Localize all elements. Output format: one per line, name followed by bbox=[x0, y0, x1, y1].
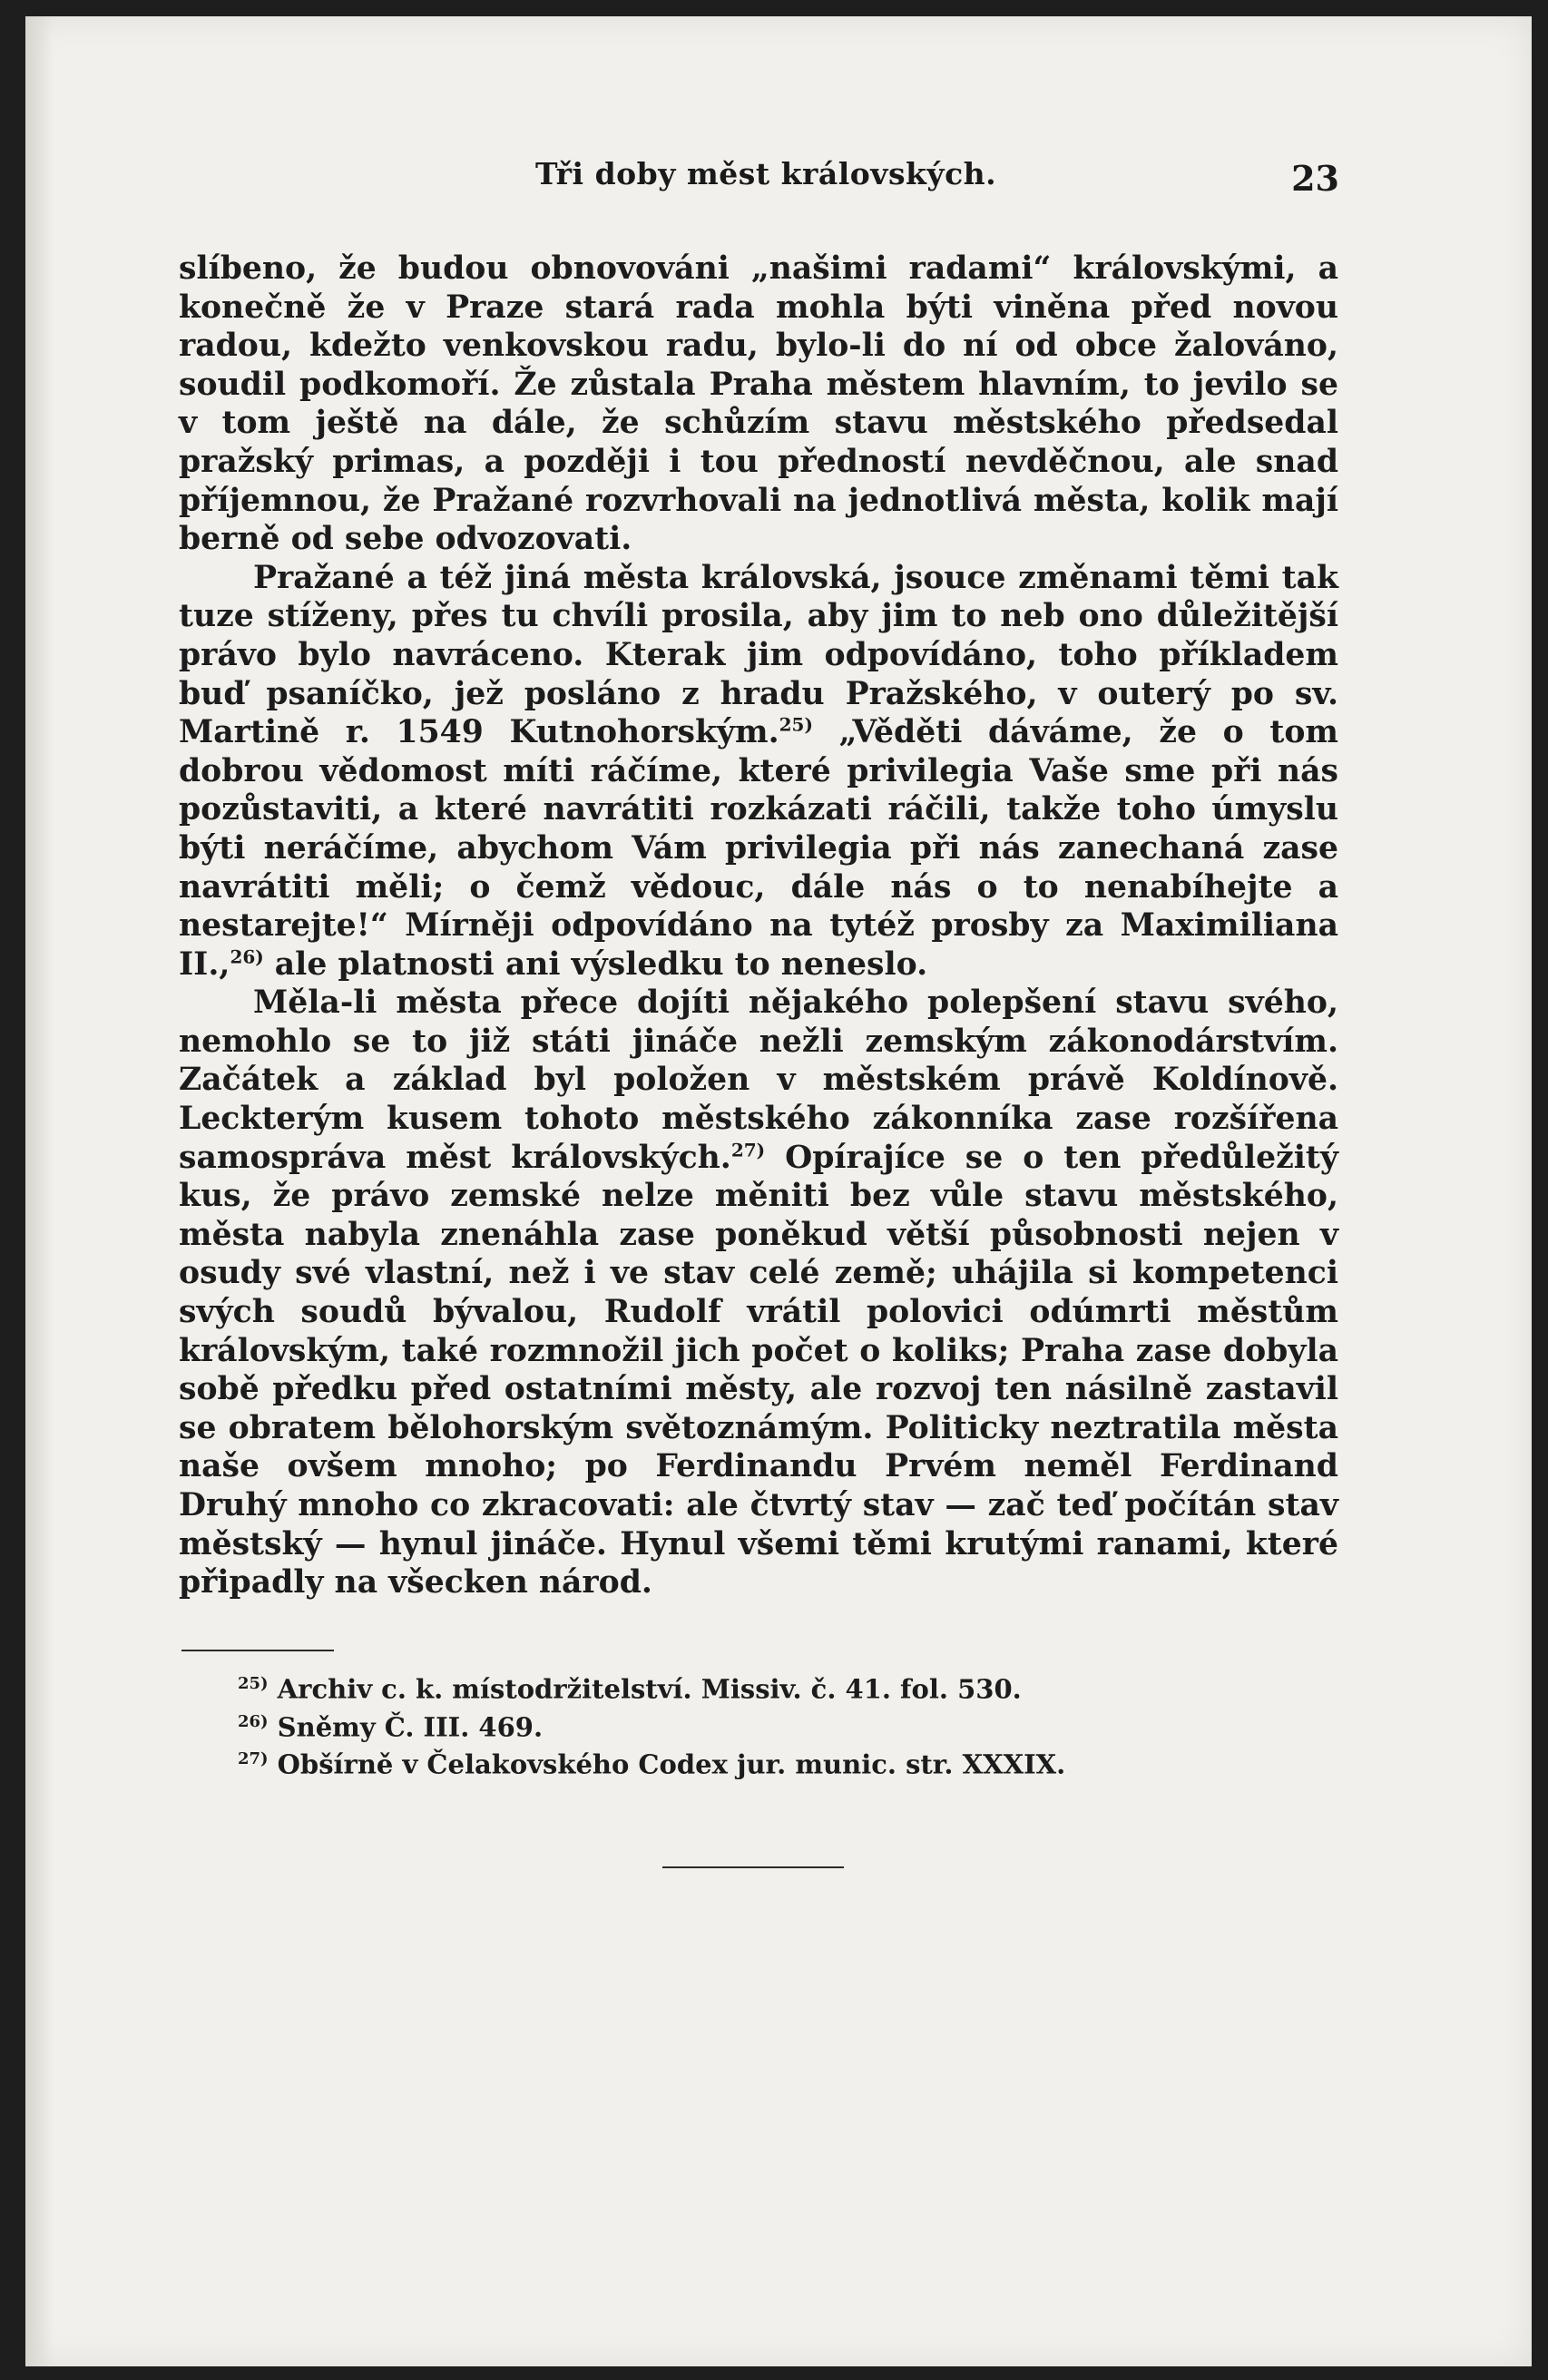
page-number: 23 bbox=[1291, 158, 1339, 199]
footnotes bbox=[238, 1668, 1327, 1781]
footnote-reference[interactable]: 25) bbox=[779, 713, 813, 736]
footnote-text: Archiv c. k. místodržitelství. Missiv. č. 41. fol. 530. bbox=[268, 1673, 1022, 1705]
footnote-mark: 25) bbox=[238, 1674, 269, 1693]
paragraph-text: Měla-li města přece dojíti nějakého polepšení stavu svého, nemohlo se to již státi jináče nežli zemským zákonodárstvím. Začátek a základ byl položen v městském právě Koldínově. Leckterým kusem tohoto městského zákonníka zase rozšířena samospráva měst královských. bbox=[179, 984, 1338, 1176]
paragraph-3 bbox=[179, 984, 1338, 1602]
paragraph-text: slíbeno, že budou obnovováni „našimi radami“ královskými, a konečně že v Praze stará rada mohla býti viněna před novou radou, kdežto venkovskou radu, bylo-li do ní od obce žalováno, soudil podkomoří. Že zůstala Praha městem hlavním, to jevilo se v tom ještě na dále, že schůzím stavu městského předsedal pražský primas, a později i tou předností nevděčnou, ale snad příjemnou, že Pražané rozvrhovali na jednotlivá města, kolik mají berně od sebe odvozovati. bbox=[179, 250, 1338, 558]
paragraph-text: Pražané a též jiná města královská, jsouce změnami těmi tak tuze stíženy, přes tu chvíli prosila, aby jim to neb ono důležitější právo bylo navráceno. Kterak jim odpovídáno, toho příkladem buď psaníčko, jež posláno z hradu Pražského, v outerý po sv. Martině r. 1549 Kutnohorským. bbox=[179, 559, 1338, 751]
footnote-mark: 27) bbox=[238, 1749, 269, 1769]
footnote-item bbox=[238, 1668, 1327, 1706]
footnote-item bbox=[238, 1706, 1327, 1744]
paragraph-2 bbox=[179, 559, 1338, 984]
footnote-reference[interactable]: 26) bbox=[230, 945, 264, 968]
paragraph-1 bbox=[179, 250, 1338, 559]
paragraph-text: Opírajíce se o ten předůležitý kus, že právo zemské nelze měniti bez vůle stavu městského, města nabyla znenáhla zase poněkud větší působnosti nejen v osudy své vlastní, než i ve stav celé země; uhájila si kompetenci svých soudů bývalou, Rudolf vrátil polovici odúmrti městům královským, také rozmnožil jich počet o koliks; Praha zase dobyla sobě předku před ostatními městy, ale rozvoj ten násilně zastavil se obratem bělohorským světoznámým. Politicky neztratila města naše ovšem mnoho; po Ferdinandu Prvém neměl Ferdinand Druhý mnoho co zkracovati: ale čtvrtý stav — zač teď počítán stav městský — hynul jináče. Hynul všemi těmi krutými ranami, které připadly na všecken národ. bbox=[179, 1139, 1338, 1601]
footnote-item bbox=[238, 1743, 1327, 1781]
body-text bbox=[179, 250, 1338, 1602]
page-header bbox=[535, 156, 1352, 201]
footnote-separator-rule bbox=[181, 1650, 334, 1651]
end-rule bbox=[662, 1866, 844, 1868]
paragraph-text: „Věděti dáváme, že o tom dobrou vědomost míti ráčíme, které privilegia Vaše sme při nás pozůstaviti, a které navrátiti rozkázati ráčili, takže toho úmyslu býti neráčíme, abychom Vám privilegia při nás zanechaná zase navrátiti měli; o čemž vědouc, dále nás o to nenabíhejte a nestarejte!“ Mírněji odpovídáno na tytéž prosby za Maximiliana II., bbox=[179, 714, 1338, 983]
footnote-mark: 26) bbox=[238, 1711, 269, 1731]
running-title: Tři doby měst královských. bbox=[535, 156, 997, 191]
spine-shadow bbox=[25, 16, 53, 2366]
paragraph-text: ale platnosti ani výsledku to neneslo. bbox=[263, 945, 928, 983]
footnote-text: Obšírně v Čelakovského Codex jur. munic. str. XXXIX. bbox=[268, 1748, 1066, 1780]
footnote-text: Sněmy Č. III. 469. bbox=[268, 1711, 544, 1743]
footnote-reference[interactable]: 27) bbox=[730, 1139, 766, 1161]
